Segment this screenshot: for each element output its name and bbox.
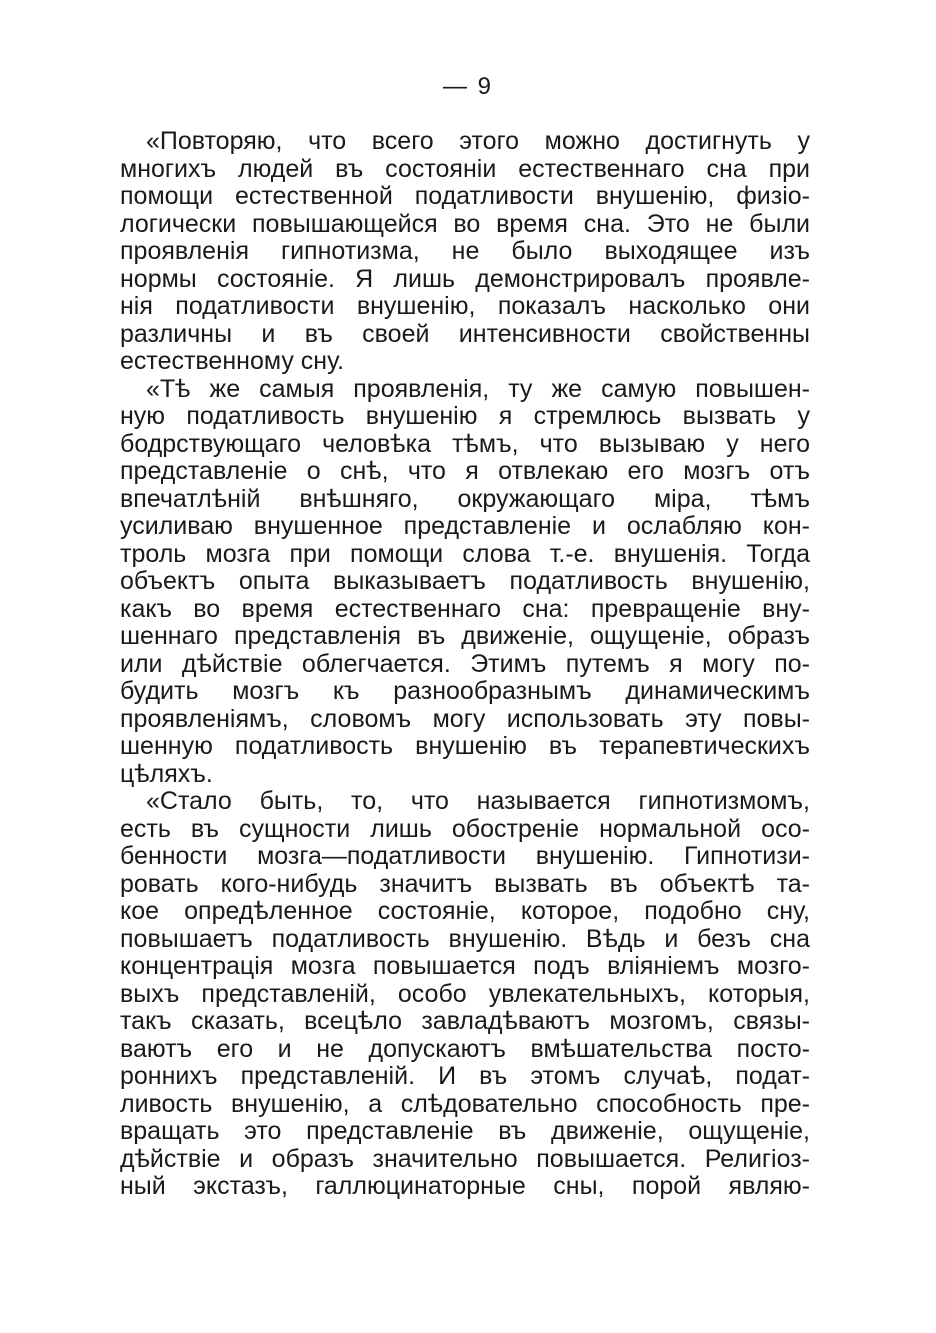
body-text	[120, 128, 810, 1201]
text-line: «Тѣ же самыя проявленiя, ту же самую повышен-	[146, 374, 810, 403]
text-line: усиливаю внушенное представленiе и ослабляю кон-	[120, 512, 810, 540]
text-line: какъ во время естественнаго сна: превращенiе вну-	[120, 594, 810, 623]
text-line: дѣйствiе и образъ значительно повышается. Религiоз-	[120, 1144, 810, 1173]
text-line: ровать кого-нибудь значитъ вызвать въ объектѣ та-	[120, 869, 810, 898]
text-line: впечатлѣнiй внѣшняго, окружающаго мiра, тѣмъ	[120, 484, 810, 513]
text-line: различны и въ своей интенсивности свойственны	[120, 319, 810, 348]
text-line: будить мозгъ къ разнообразнымъ динамическимъ	[120, 677, 810, 705]
text-line: «Повторяю, что всего этого можно достигнуть у	[146, 127, 810, 155]
text-line: бенности мозга—податливости внушенiю. Гипнотизи-	[120, 842, 810, 870]
text-line: кое опредѣленное состоянiе, которое, подобно сну,	[120, 897, 810, 925]
paragraph	[120, 376, 810, 789]
text-line: ный экстазъ, галлюцинаторные сны, порой являю-	[120, 1172, 810, 1200]
text-line: вращать это представленiе въ движенiе, ощущенiе,	[120, 1117, 810, 1145]
text-line: помощи естественной податливости внушенiю, физiо-	[120, 182, 810, 210]
text-line: цѣляхъ.	[120, 759, 213, 788]
text-line: логически повышающейся во время сна. Это не были	[120, 209, 810, 238]
text-line: троль мозга при помощи слова т.-е. внушенiя. Тогда	[120, 539, 810, 568]
text-line: нормы состоянiе. Я лишь демонстрировалъ проявле-	[120, 264, 810, 293]
text-line: роннихъ представленiй. И въ этомъ случаѣ, подат-	[120, 1062, 810, 1090]
text-line: или дѣйствiе облегчается. Этимъ путемъ я могу по-	[120, 649, 810, 678]
text-line: объектъ опыта выказываетъ податливость внушенiю,	[120, 567, 810, 595]
text-line: ную податливость внушенiю я стремлюсь вызвать у	[120, 402, 810, 430]
text-line: бодрствующаго человѣка тѣмъ, что вызываю у него	[120, 429, 810, 458]
text-line: «Стало быть, то, что называется гипнотизмомъ,	[146, 787, 810, 815]
text-line: многихъ людей въ состоянiи естественнаго сна при	[120, 154, 810, 183]
paragraph	[120, 788, 810, 1201]
text-line: повышаетъ податливость внушенiю. Вѣдь и безъ сна	[120, 924, 810, 953]
paragraph	[120, 128, 810, 376]
text-line: концентрацiя мозга повышается подъ влiянiемъ мозго-	[120, 952, 810, 980]
text-line: выхъ представленiй, особо увлекательныхъ, которыя,	[120, 979, 810, 1008]
text-line: шенную податливость внушенiю въ терапевтическихъ	[120, 732, 810, 760]
text-line: представленiе о снѣ, что я отвлекаю его мозгъ отъ	[120, 457, 810, 485]
text-line: есть въ сущности лишь обостренiе нормальной осо-	[120, 814, 810, 843]
text-line: естественному сну.	[120, 347, 345, 375]
text-line: проявленiя гипнотизма, не было выходящее изъ	[120, 237, 810, 265]
text-line: такъ сказать, всецѣло завладѣваютъ мозгомъ, связы-	[120, 1007, 810, 1035]
text-line: проявленiямъ, словомъ могу использовать эту повы-	[120, 704, 810, 733]
page-number: — 9	[442, 73, 493, 100]
text-line: ливость внушенiю, а слѣдовательно способность пре-	[120, 1089, 810, 1118]
text-line: шеннаго представленiя въ движенiе, ощущенiе, образъ	[120, 622, 810, 650]
text-line: нiя податливости внушенiю, показалъ насколько они	[120, 292, 810, 320]
text-line: ваютъ его и не допускаютъ вмѣшательства посто-	[120, 1034, 810, 1063]
